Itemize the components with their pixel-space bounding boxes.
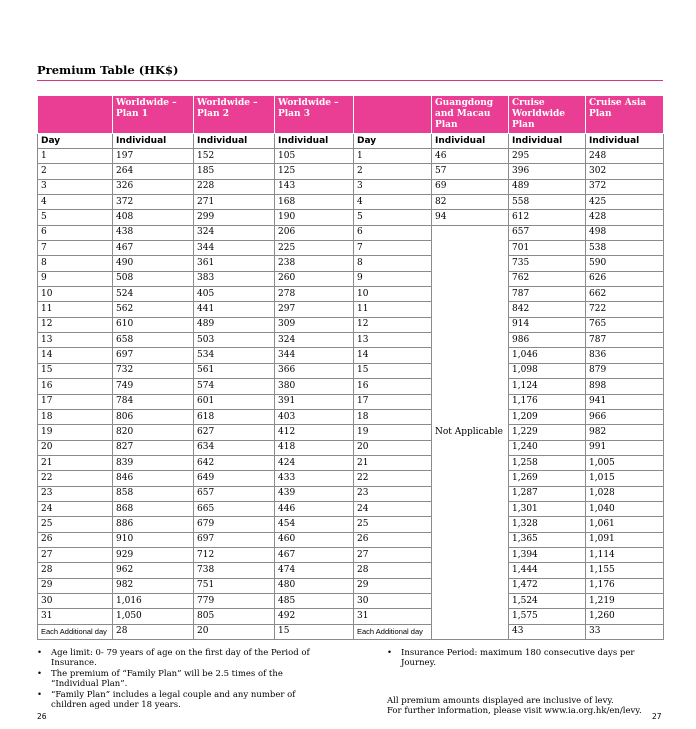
worldwide-plan-2-cell: 489 (194, 317, 275, 332)
day-cell: 4 (38, 195, 113, 210)
day-cell: 17 (354, 394, 432, 409)
worldwide-plan-1-cell: 806 (113, 409, 194, 424)
day-cell: 29 (38, 578, 113, 593)
worldwide-plan-1-cell: 562 (113, 302, 194, 317)
cruise-worldwide-cell: 558 (509, 195, 586, 210)
worldwide-plan-3-cell: 15 (275, 624, 354, 639)
table-row (38, 179, 664, 194)
table-row (38, 210, 664, 225)
table-row (38, 501, 664, 516)
worldwide-plan-3-cell: 366 (275, 363, 354, 378)
day-cell: 15 (38, 363, 113, 378)
table-row (38, 149, 664, 164)
day-cell: 3 (38, 179, 113, 194)
note-item: • Age limit: 0- 79 years of age on the first day of the Period of Insurance. (37, 648, 327, 668)
worldwide-plan-2-cell: 751 (194, 578, 275, 593)
worldwide-plan-3-cell: 412 (275, 425, 354, 440)
table-row (38, 593, 664, 608)
worldwide-plan-2-cell: 152 (194, 149, 275, 164)
day-cell: 12 (38, 317, 113, 332)
day-cell: 28 (354, 563, 432, 578)
worldwide-plan-2-cell: 405 (194, 287, 275, 302)
worldwide-plan-2-cell: 228 (194, 179, 275, 194)
worldwide-plan-3-cell: 446 (275, 501, 354, 516)
worldwide-plan-1-cell: 868 (113, 501, 194, 516)
cruise-worldwide-cell: 295 (509, 149, 586, 164)
cruise-worldwide-cell: 657 (509, 225, 586, 240)
day-header: Day (38, 134, 113, 149)
worldwide-plan-2-cell: 383 (194, 271, 275, 286)
cruise-worldwide-cell: 43 (509, 624, 586, 639)
table-row (38, 578, 664, 593)
worldwide-plan-1-cell: 749 (113, 379, 194, 394)
day-cell: 31 (38, 609, 113, 624)
worldwide-plan-1-cell: 1,050 (113, 609, 194, 624)
worldwide-plan-2-cell: 642 (194, 455, 275, 470)
day-cell: 7 (38, 241, 113, 256)
table-row (38, 363, 664, 378)
worldwide-plan-2-cell: 185 (194, 164, 275, 179)
worldwide-plan-3-cell: 309 (275, 317, 354, 332)
cruise-worldwide-cell: 914 (509, 317, 586, 332)
cruise-asia-cell: 498 (586, 225, 664, 240)
worldwide-plan-2-cell: 805 (194, 609, 275, 624)
day-cell: 27 (38, 547, 113, 562)
worldwide-plan-3-cell: 344 (275, 348, 354, 363)
table-row (38, 409, 664, 424)
worldwide-plan-2-cell: 634 (194, 440, 275, 455)
worldwide-plan-3-cell: 433 (275, 471, 354, 486)
day-header: Day (354, 134, 432, 149)
day-cell: 16 (354, 379, 432, 394)
worldwide-plan-2-cell: 344 (194, 241, 275, 256)
day-cell: 13 (38, 333, 113, 348)
day-cell: 28 (38, 563, 113, 578)
day-cell: 8 (38, 256, 113, 271)
worldwide-plan-1-cell: 467 (113, 241, 194, 256)
cruise-asia-cell: 966 (586, 409, 664, 424)
worldwide-plan-3-cell: 105 (275, 149, 354, 164)
day-cell: 26 (354, 532, 432, 547)
worldwide-plan-1-cell: 886 (113, 517, 194, 532)
table-row (38, 624, 664, 639)
worldwide-plan-2-cell: 679 (194, 517, 275, 532)
worldwide-plan-2-cell: 738 (194, 563, 275, 578)
plan-header-row (38, 96, 664, 134)
table-row (38, 425, 664, 440)
cruise-worldwide-cell: 1,575 (509, 609, 586, 624)
table-row (38, 455, 664, 470)
cruise-worldwide-cell: 1,046 (509, 348, 586, 363)
cruise-worldwide-cell: 1,176 (509, 394, 586, 409)
guangdong-macau-cell: 46 (432, 149, 509, 164)
worldwide-plan-3-cell: 143 (275, 179, 354, 194)
worldwide-plan-2-cell: 441 (194, 302, 275, 317)
cruise-worldwide-cell: 1,524 (509, 593, 586, 608)
day-cell: 8 (354, 256, 432, 271)
day-cell: 18 (354, 409, 432, 424)
worldwide-plan-3-cell: 439 (275, 486, 354, 501)
day-cell: 22 (38, 471, 113, 486)
day-cell: 19 (38, 425, 113, 440)
cruise-asia-cell: 33 (586, 624, 664, 639)
individual-header: Individual (194, 134, 275, 149)
cruise-asia-cell: 590 (586, 256, 664, 271)
table-row (38, 195, 664, 210)
cruise-worldwide-cell: 1,301 (509, 501, 586, 516)
worldwide-plan-2-cell: 20 (194, 624, 275, 639)
cruise-asia-cell: 372 (586, 179, 664, 194)
day-cell: 12 (354, 317, 432, 332)
cruise-asia-cell: 1,005 (586, 455, 664, 470)
day-cell: 23 (38, 486, 113, 501)
day-cell: 21 (38, 455, 113, 470)
cruise-worldwide-cell: 986 (509, 333, 586, 348)
worldwide-plan-3-cell: 474 (275, 563, 354, 578)
worldwide-plan-3-cell: 278 (275, 287, 354, 302)
worldwide-plan-1-cell: 820 (113, 425, 194, 440)
worldwide-plan-2-cell: 618 (194, 409, 275, 424)
worldwide-plan-2-cell: 271 (194, 195, 275, 210)
table-row (38, 609, 664, 624)
cruise-asia-cell: 428 (586, 210, 664, 225)
day-cell: Each Additional day (354, 624, 432, 639)
cruise-asia-cell: 941 (586, 394, 664, 409)
worldwide-plan-2-cell: 697 (194, 532, 275, 547)
day-cell: 22 (354, 471, 432, 486)
day-cell: 13 (354, 333, 432, 348)
cruise-asia-cell: 1,091 (586, 532, 664, 547)
day-cell: 27 (354, 547, 432, 562)
day-cell: 9 (38, 271, 113, 286)
worldwide-plan-1-cell: 610 (113, 317, 194, 332)
worldwide-plan-3-cell: 403 (275, 409, 354, 424)
table-row (38, 471, 664, 486)
cruise-worldwide-cell: 1,124 (509, 379, 586, 394)
day-cell: 4 (354, 195, 432, 210)
day-cell: 29 (354, 578, 432, 593)
cruise-asia-cell: 1,260 (586, 609, 664, 624)
table-row (38, 256, 664, 271)
table-row (38, 563, 664, 578)
worldwide-plan-3-cell: 190 (275, 210, 354, 225)
worldwide-plan-1-cell: 858 (113, 486, 194, 501)
worldwide-plan-2-cell: 712 (194, 547, 275, 562)
cruise-asia-cell: 302 (586, 164, 664, 179)
day-cell: 15 (354, 363, 432, 378)
worldwide-plan-1-cell: 839 (113, 455, 194, 470)
header-worldwide-plan-1: Worldwide – Plan 1 (113, 96, 194, 134)
day-cell: 10 (38, 287, 113, 302)
table-row (38, 547, 664, 562)
worldwide-plan-1-cell: 197 (113, 149, 194, 164)
worldwide-plan-1-cell: 697 (113, 348, 194, 363)
table-row (38, 225, 664, 240)
note-item: • “Family Plan” includes a legal couple and any number of children aged under 18 years. (37, 690, 327, 710)
cruise-asia-cell: 722 (586, 302, 664, 317)
cruise-asia-cell: 836 (586, 348, 664, 363)
day-cell: 2 (354, 164, 432, 179)
worldwide-plan-3-cell: 485 (275, 593, 354, 608)
cruise-asia-cell: 1,114 (586, 547, 664, 562)
header-blank (38, 96, 113, 134)
day-cell: 7 (354, 241, 432, 256)
cruise-worldwide-cell: 612 (509, 210, 586, 225)
header-worldwide-plan-3: Worldwide – Plan 3 (275, 96, 354, 134)
cruise-worldwide-cell: 489 (509, 179, 586, 194)
header-worldwide-plan-2: Worldwide – Plan 2 (194, 96, 275, 134)
day-cell: 20 (354, 440, 432, 455)
table-body (38, 149, 664, 640)
worldwide-plan-3-cell: 324 (275, 333, 354, 348)
day-cell: 25 (354, 517, 432, 532)
table-row (38, 348, 664, 363)
day-cell: 11 (38, 302, 113, 317)
cruise-worldwide-cell: 1,328 (509, 517, 586, 532)
header-guangdong-macau-plan: Guangdong and Macau Plan (432, 96, 509, 134)
worldwide-plan-1-cell: 408 (113, 210, 194, 225)
table-row (38, 302, 664, 317)
header-cruise-asia-plan: Cruise Asia Plan (586, 96, 664, 134)
worldwide-plan-2-cell: 779 (194, 593, 275, 608)
cruise-worldwide-cell: 1,287 (509, 486, 586, 501)
header-cruise-worldwide-plan: Cruise Worldwide Plan (509, 96, 586, 134)
worldwide-plan-2-cell: 649 (194, 471, 275, 486)
worldwide-plan-1-cell: 962 (113, 563, 194, 578)
worldwide-plan-2-cell: 627 (194, 425, 275, 440)
day-cell: 14 (354, 348, 432, 363)
worldwide-plan-1-cell: 929 (113, 547, 194, 562)
worldwide-plan-1-cell: 28 (113, 624, 194, 639)
notes-right (387, 648, 667, 716)
cruise-worldwide-cell: 787 (509, 287, 586, 302)
worldwide-plan-1-cell: 490 (113, 256, 194, 271)
worldwide-plan-1-cell: 264 (113, 164, 194, 179)
cruise-asia-cell: 538 (586, 241, 664, 256)
day-cell: 5 (38, 210, 113, 225)
table-row (38, 394, 664, 409)
worldwide-plan-3-cell: 125 (275, 164, 354, 179)
note-item: • The premium of “Family Plan” will be 2.5 times of the “Individual Plan”. (37, 669, 327, 689)
cruise-asia-cell: 898 (586, 379, 664, 394)
cruise-worldwide-cell: 1,444 (509, 563, 586, 578)
day-cell: 21 (354, 455, 432, 470)
worldwide-plan-1-cell: 1,016 (113, 593, 194, 608)
worldwide-plan-3-cell: 168 (275, 195, 354, 210)
day-cell: 1 (354, 149, 432, 164)
guangdong-macau-cell: 82 (432, 195, 509, 210)
page-title: Premium Table (HK$) (37, 63, 179, 77)
day-cell: 30 (354, 593, 432, 608)
worldwide-plan-2-cell: 574 (194, 379, 275, 394)
individual-header: Individual (275, 134, 354, 149)
guangdong-macau-cell: 69 (432, 179, 509, 194)
worldwide-plan-3-cell: 297 (275, 302, 354, 317)
worldwide-plan-3-cell: 480 (275, 578, 354, 593)
worldwide-plan-2-cell: 299 (194, 210, 275, 225)
cruise-worldwide-cell: 1,229 (509, 425, 586, 440)
worldwide-plan-3-cell: 206 (275, 225, 354, 240)
day-cell: 2 (38, 164, 113, 179)
cruise-worldwide-cell: 762 (509, 271, 586, 286)
worldwide-plan-2-cell: 657 (194, 486, 275, 501)
note-item: • Insurance Period: maximum 180 consecutive days per Journey. (387, 648, 667, 668)
worldwide-plan-2-cell: 361 (194, 256, 275, 271)
day-cell: 11 (354, 302, 432, 317)
worldwide-plan-3-cell: 260 (275, 271, 354, 286)
worldwide-plan-2-cell: 665 (194, 501, 275, 516)
cruise-asia-cell: 1,015 (586, 471, 664, 486)
cruise-asia-cell: 662 (586, 287, 664, 302)
individual-header: Individual (509, 134, 586, 149)
worldwide-plan-1-cell: 827 (113, 440, 194, 455)
guangdong-macau-cell: 94 (432, 210, 509, 225)
table-row (38, 486, 664, 501)
cruise-asia-cell: 765 (586, 317, 664, 332)
worldwide-plan-3-cell: 467 (275, 547, 354, 562)
day-cell: 3 (354, 179, 432, 194)
table-row (38, 317, 664, 332)
individual-header: Individual (432, 134, 509, 149)
day-cell: 1 (38, 149, 113, 164)
cruise-asia-cell: 991 (586, 440, 664, 455)
day-cell: 6 (354, 225, 432, 240)
worldwide-plan-3-cell: 454 (275, 517, 354, 532)
table-row (38, 333, 664, 348)
worldwide-plan-3-cell: 380 (275, 379, 354, 394)
table-row (38, 440, 664, 455)
worldwide-plan-1-cell: 438 (113, 225, 194, 240)
day-cell: 26 (38, 532, 113, 547)
worldwide-plan-1-cell: 846 (113, 471, 194, 486)
cruise-asia-cell: 425 (586, 195, 664, 210)
table-row (38, 379, 664, 394)
table-row (38, 241, 664, 256)
day-cell: 31 (354, 609, 432, 624)
worldwide-plan-2-cell: 503 (194, 333, 275, 348)
worldwide-plan-1-cell: 524 (113, 287, 194, 302)
cruise-asia-cell: 1,028 (586, 486, 664, 501)
cruise-asia-cell: 1,219 (586, 593, 664, 608)
page-number-left: 26 (37, 712, 47, 721)
title-divider (37, 80, 663, 81)
worldwide-plan-3-cell: 460 (275, 532, 354, 547)
subheader-row (38, 134, 664, 149)
header-blank (354, 96, 432, 134)
cruise-worldwide-cell: 1,365 (509, 532, 586, 547)
worldwide-plan-3-cell: 424 (275, 455, 354, 470)
cruise-asia-cell: 879 (586, 363, 664, 378)
worldwide-plan-1-cell: 372 (113, 195, 194, 210)
cruise-worldwide-cell: 1,098 (509, 363, 586, 378)
page-number-right: 27 (652, 712, 662, 721)
cruise-worldwide-cell: 701 (509, 241, 586, 256)
day-cell: 23 (354, 486, 432, 501)
notes-left (37, 648, 327, 711)
day-cell: 17 (38, 394, 113, 409)
worldwide-plan-1-cell: 732 (113, 363, 194, 378)
worldwide-plan-1-cell: 784 (113, 394, 194, 409)
worldwide-plan-3-cell: 225 (275, 241, 354, 256)
cruise-asia-cell: 787 (586, 333, 664, 348)
levy-line: All premium amounts displayed are inclusive of levy. (387, 696, 614, 706)
worldwide-plan-2-cell: 561 (194, 363, 275, 378)
worldwide-plan-2-cell: 324 (194, 225, 275, 240)
day-cell: 5 (354, 210, 432, 225)
day-cell: 14 (38, 348, 113, 363)
day-cell: 16 (38, 379, 113, 394)
cruise-worldwide-cell: 1,394 (509, 547, 586, 562)
cruise-worldwide-cell: 735 (509, 256, 586, 271)
premium-table (37, 95, 664, 640)
worldwide-plan-3-cell: 492 (275, 609, 354, 624)
cruise-asia-cell: 1,040 (586, 501, 664, 516)
day-cell: Each Additional day (38, 624, 113, 639)
day-cell: 6 (38, 225, 113, 240)
day-cell: 10 (354, 287, 432, 302)
day-cell: 18 (38, 409, 113, 424)
table-row (38, 164, 664, 179)
table-row (38, 517, 664, 532)
worldwide-plan-1-cell: 508 (113, 271, 194, 286)
cruise-asia-cell: 626 (586, 271, 664, 286)
levy-line: For further information, please visit www.ia.org.hk/en/levy. (387, 706, 642, 716)
worldwide-plan-1-cell: 658 (113, 333, 194, 348)
cruise-asia-cell: 982 (586, 425, 664, 440)
table-row (38, 287, 664, 302)
worldwide-plan-1-cell: 982 (113, 578, 194, 593)
cruise-worldwide-cell: 1,472 (509, 578, 586, 593)
worldwide-plan-3-cell: 238 (275, 256, 354, 271)
table-row (38, 532, 664, 547)
worldwide-plan-3-cell: 391 (275, 394, 354, 409)
cruise-worldwide-cell: 396 (509, 164, 586, 179)
levy-note (387, 696, 667, 716)
cruise-worldwide-cell: 1,240 (509, 440, 586, 455)
table-row (38, 271, 664, 286)
day-cell: 30 (38, 593, 113, 608)
worldwide-plan-1-cell: 326 (113, 179, 194, 194)
worldwide-plan-3-cell: 418 (275, 440, 354, 455)
cruise-asia-cell: 1,155 (586, 563, 664, 578)
day-cell: 25 (38, 517, 113, 532)
day-cell: 24 (354, 501, 432, 516)
worldwide-plan-2-cell: 601 (194, 394, 275, 409)
individual-header: Individual (113, 134, 194, 149)
cruise-worldwide-cell: 1,209 (509, 409, 586, 424)
not-applicable-cell: Not Applicable (432, 225, 509, 639)
day-cell: 19 (354, 425, 432, 440)
guangdong-macau-cell: 57 (432, 164, 509, 179)
worldwide-plan-1-cell: 910 (113, 532, 194, 547)
cruise-asia-cell: 1,176 (586, 578, 664, 593)
worldwide-plan-2-cell: 534 (194, 348, 275, 363)
cruise-asia-cell: 1,061 (586, 517, 664, 532)
day-cell: 24 (38, 501, 113, 516)
day-cell: 20 (38, 440, 113, 455)
cruise-worldwide-cell: 842 (509, 302, 586, 317)
cruise-asia-cell: 248 (586, 149, 664, 164)
day-cell: 9 (354, 271, 432, 286)
individual-header: Individual (586, 134, 664, 149)
cruise-worldwide-cell: 1,269 (509, 471, 586, 486)
cruise-worldwide-cell: 1,258 (509, 455, 586, 470)
